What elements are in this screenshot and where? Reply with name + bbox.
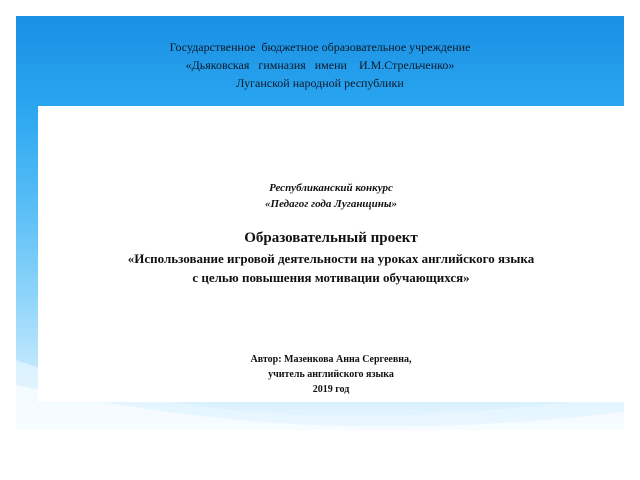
competition-block <box>38 180 624 212</box>
project-title-line-2: с целью повышения мотивации обучающихся» <box>192 270 470 285</box>
competition-line-1: Республиканский конкурс <box>269 182 393 194</box>
header-line-2: «Дьяковская гимназия имени И.М.Стрельченко» <box>185 58 455 72</box>
project-title <box>38 249 624 287</box>
author-line-2: учитель английского языка <box>268 369 394 380</box>
header-line-3: Луганской народной республики <box>236 76 404 90</box>
project-title-line-1: «Использование игровой деятельности на уроках английского языка <box>127 251 535 266</box>
header-line-1: Государственное бюджетное образовательное учреждение <box>169 40 471 54</box>
project-type-heading: Образовательный проект <box>244 230 418 246</box>
competition-line-2: «Педагог года Луганщины» <box>265 198 397 210</box>
author-line-3: 2019 год <box>312 384 350 395</box>
school-header <box>16 38 624 92</box>
author-line-1: Автор: Мазенкова Анна Сергеевна, <box>250 354 412 365</box>
author-block <box>38 352 624 397</box>
